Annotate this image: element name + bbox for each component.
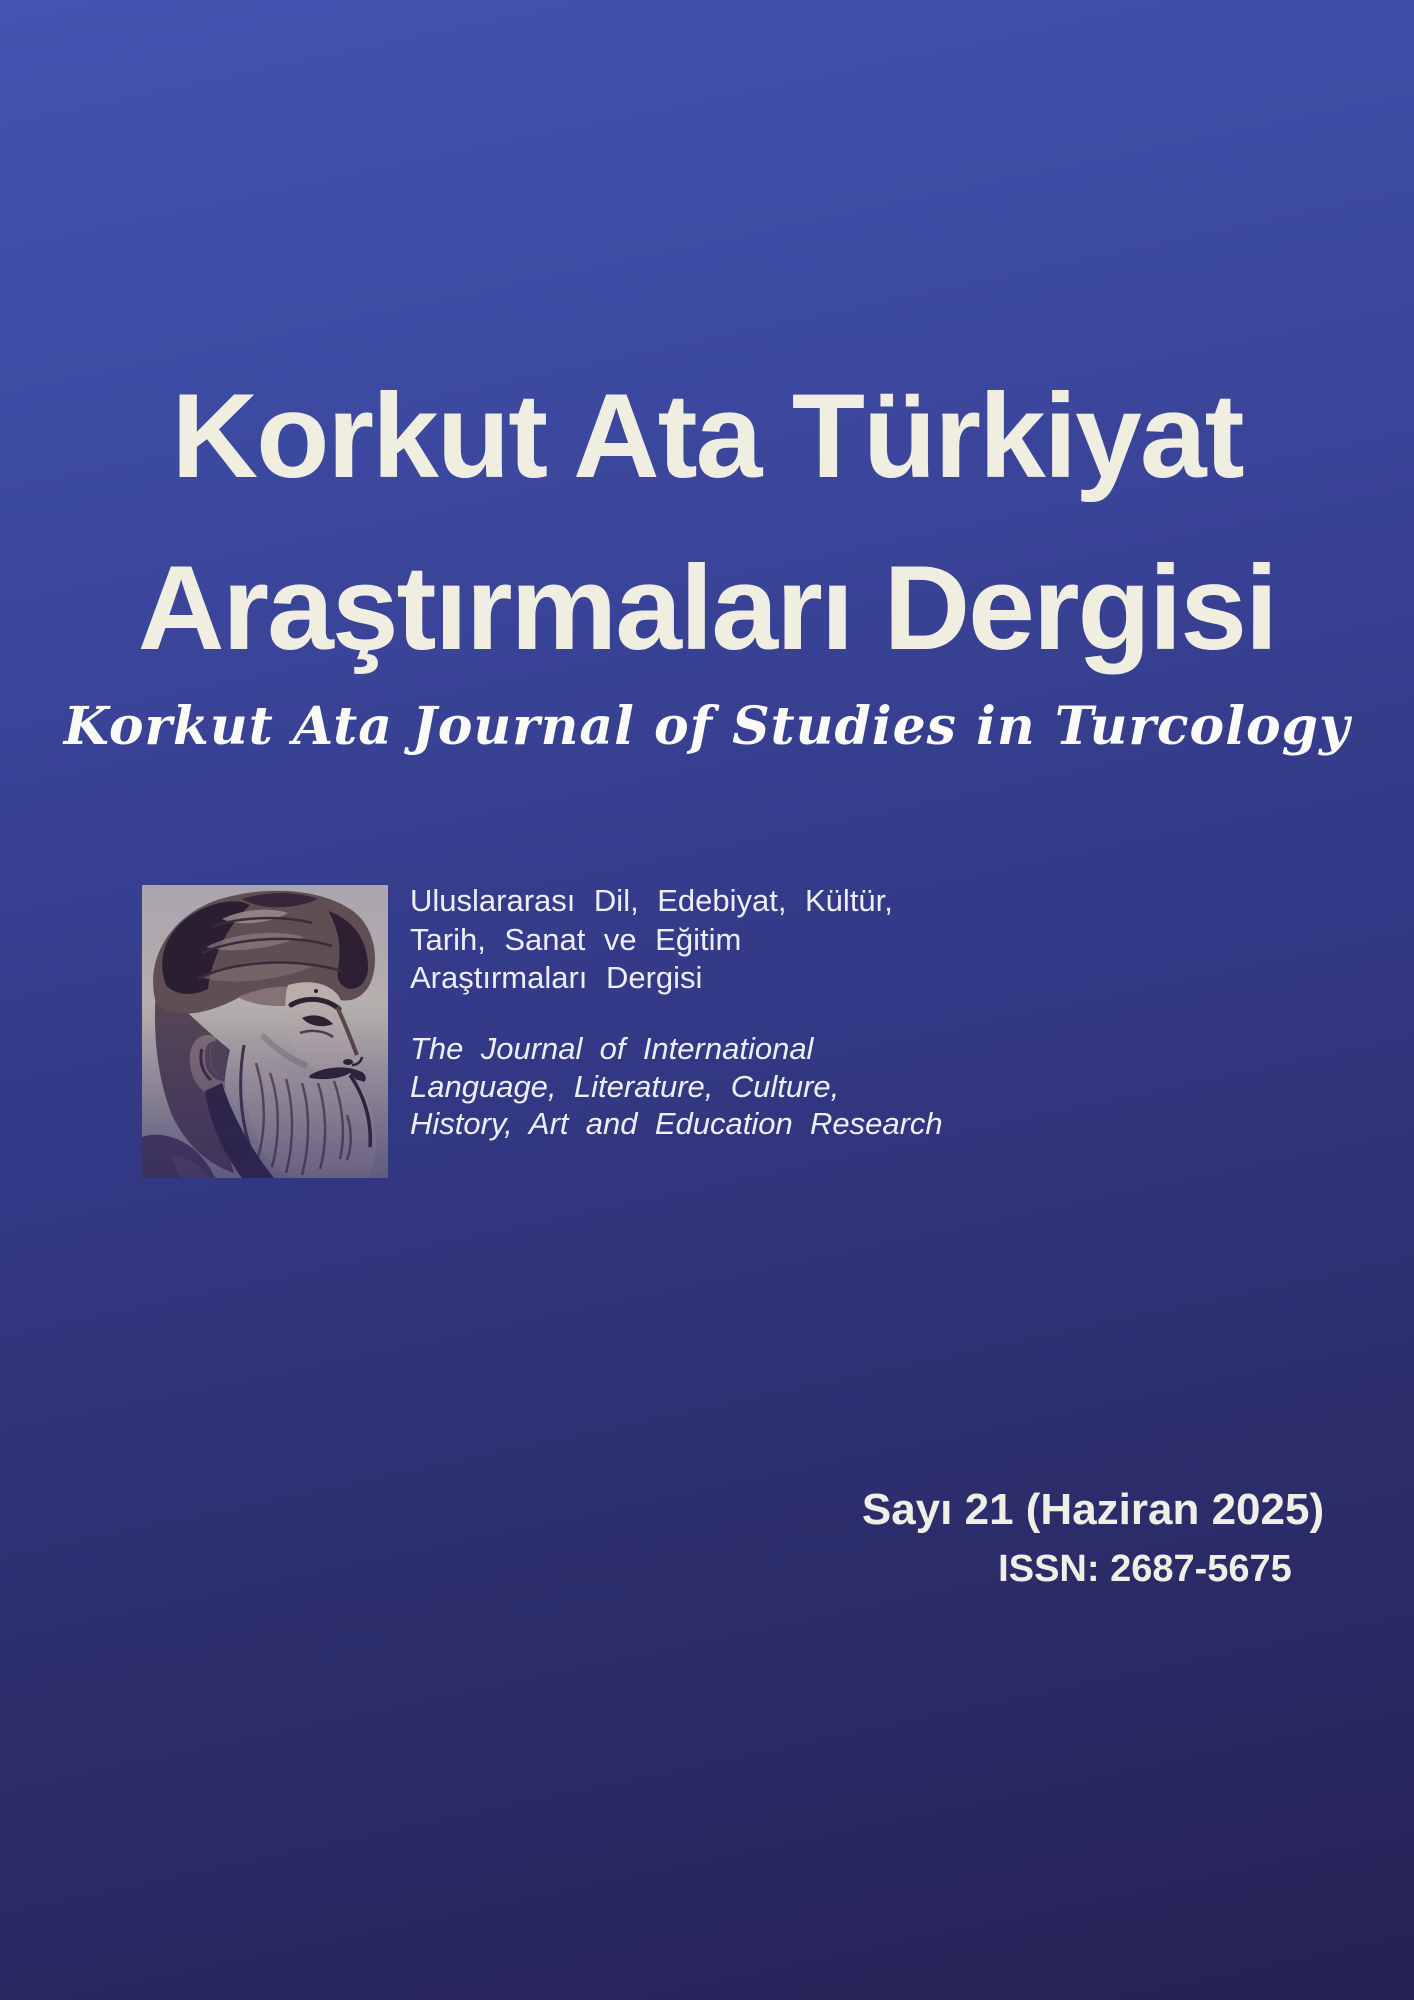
description-english-line2: Language, Literature, Culture,: [410, 1068, 840, 1104]
journal-title-line1: Korkut Ata Türkiyat: [171, 369, 1243, 503]
description-turkish-line1: Uluslararası Dil, Edebiyat, Kültür,: [410, 883, 893, 918]
description-english-line1: The Journal of International: [410, 1031, 814, 1066]
journal-title-line2: Araştırmaları Dergisi: [137, 541, 1277, 675]
issue-number: Sayı 21 (Haziran 2025): [861, 1485, 1325, 1534]
journal-subtitle: Korkut Ata Journal of Studies in Turcology: [63, 696, 1351, 757]
journal-title: [0, 350, 1414, 694]
description-turkish-line2: Tarih, Sanat ve Eğitim: [410, 921, 742, 957]
issn-number: ISSN: 2687-5675: [998, 1548, 1292, 1590]
portrait-illustration: [142, 885, 388, 1178]
korkut-ata-portrait: [142, 885, 388, 1178]
journal-description-turkish: [410, 882, 893, 998]
description-turkish-line3: Araştırmaları Dergisi: [410, 960, 703, 995]
journal-description-english: [410, 1030, 943, 1143]
description-english-line3: History, Art and Education Research: [410, 1106, 943, 1141]
